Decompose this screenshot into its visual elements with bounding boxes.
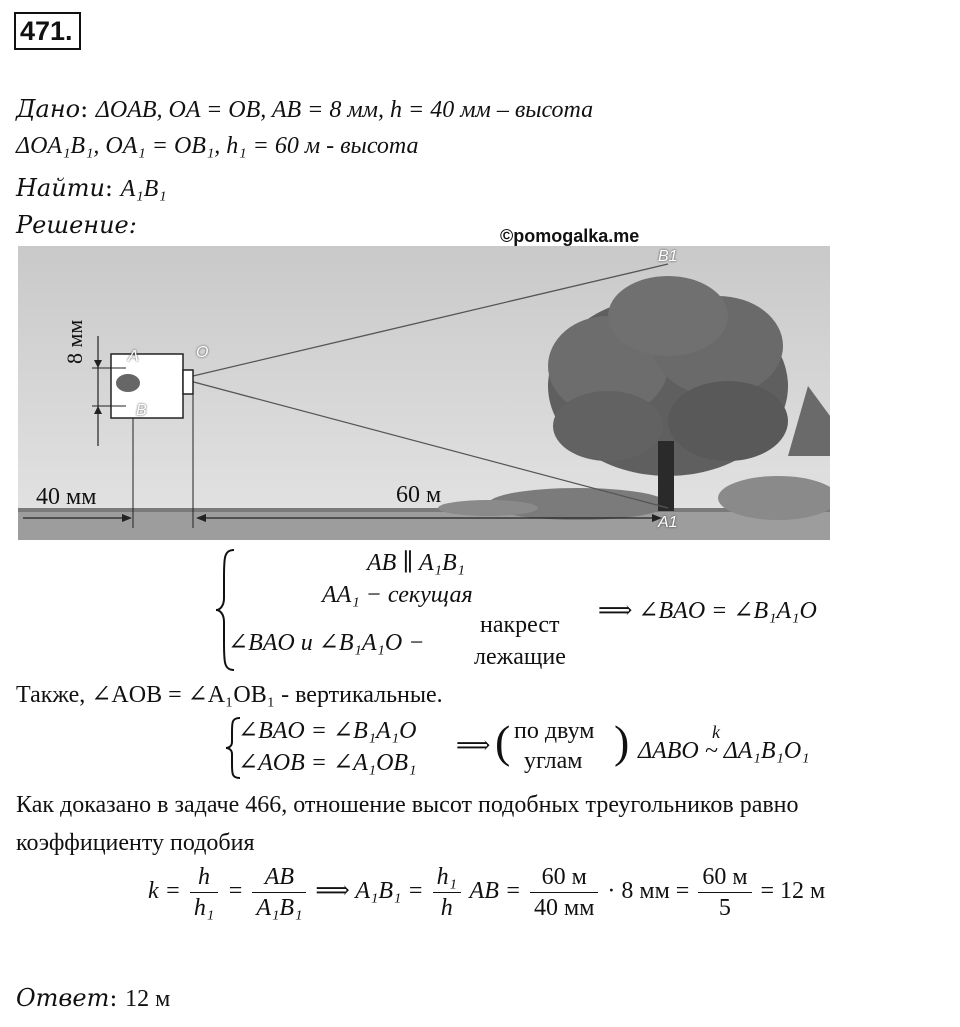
label-o: O (196, 344, 209, 361)
text-line-1: Как доказано в задаче 466, отношение высот подобных треугольников равно (16, 792, 799, 818)
system2-row2: ∠AOB = ∠A₁OB₁ (238, 750, 417, 776)
answer-value: 12 м (125, 986, 171, 1012)
paren-top: по двум (514, 718, 595, 744)
text-line-2: коэффициенту подобия (16, 830, 255, 856)
similarity-k: k (712, 722, 720, 742)
fraction-60m-40mm: $\frac{60 м}{40 мм}$ (530, 862, 598, 923)
label-b: B (136, 402, 147, 419)
label-40mm: 40 мм (36, 484, 97, 510)
find-line: Найти: A₁B₁ (16, 174, 167, 202)
paren-bot: углам (524, 748, 583, 774)
given-line1-text: ΔOAB, OA = OB, AB = 8 мм, h = 40 мм – высота (95, 97, 594, 123)
answer-label: Ответ (16, 984, 110, 1012)
system1-row1: AB ∥ A₁B₁ (367, 550, 465, 576)
given-line-1: Дано: ΔOAB, OA = OB, AB = 8 мм, h = 40 мм – высота (16, 95, 594, 123)
system1-row3b1: накрест (480, 612, 560, 638)
system2-result: ΔABO ~ ΔA₁B₁O₁ (638, 738, 810, 764)
problem-number: 471. (14, 12, 81, 50)
camera-tree-illustration (18, 246, 830, 540)
label-a1: A1 (658, 514, 678, 531)
system1-row2: AA₁ − секущая (322, 582, 473, 608)
find-label: Найти (16, 174, 105, 202)
system1-row3a: ∠BAO и ∠B₁A₁O − (228, 630, 425, 656)
paren-right: ) (614, 716, 630, 767)
find-value: A₁B₁ (120, 176, 167, 202)
system2-arrow: ⟹ (456, 731, 491, 759)
formula-k: k = (148, 878, 181, 905)
label-60m: 60 м (396, 482, 442, 508)
given-line-2: ΔOA₁B₁, OA₁ = OB₁, h₁ = 60 м - высота (16, 133, 419, 159)
watermark: ©pomogalka.me (500, 226, 640, 246)
solution-label: Решение: (16, 211, 137, 239)
fraction-60m-5: $\frac{60 м}{5}$ (698, 862, 751, 923)
main-formula: k = $\frac{h}{\text{h₁}}$ = $\frac{AB}{\text{A₁B₁}}$ ⟹ A₁B₁ = $\frac{\text{h₁}}{h}$ AB = $\frac{60 м}{40 мм}$ · 8 мм = $\frac{60 м}{5}$ = 12 м (148, 864, 826, 921)
label-a: A (128, 348, 139, 365)
system1-row3b2: лежащие (474, 644, 566, 670)
fraction-h-h1: $\frac{h}{\text{h₁}}$ (190, 862, 218, 923)
label-8mm: 8 мм (62, 319, 87, 364)
fraction-ab: $\frac{AB}{\text{A₁B₁}}$ (252, 862, 306, 923)
given-label: Дано (16, 95, 81, 123)
paren-left: ( (495, 716, 511, 767)
also-line: Также, ∠AOB = ∠A₁OB₁ - вертикальные. (16, 682, 443, 708)
fraction-h1-h: $\frac{\text{h₁}}{h}$ (433, 862, 461, 923)
answer-line: Ответ: 12 м (16, 984, 171, 1012)
label-b1: B1 (658, 248, 678, 265)
system2-row1: ∠BAO = ∠B₁A₁O (238, 718, 417, 744)
system1-result: ⟹ ∠BAO = ∠B₁A₁O (598, 598, 817, 624)
